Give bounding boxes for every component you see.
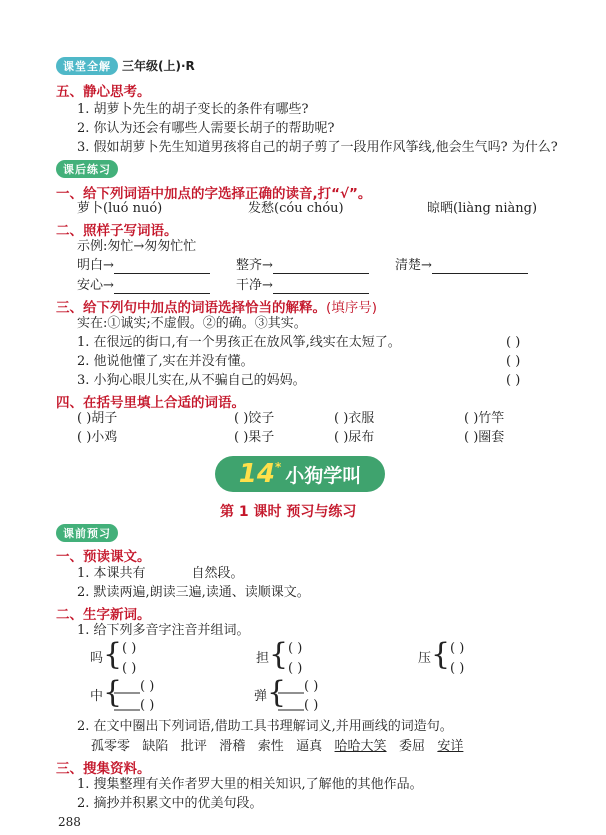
aq2-word: 安心→ [77,278,114,293]
aq1-word [427,200,537,217]
vocab-word: 委屈 [398,739,425,754]
aq3-item: 2. 他说他懂了,实在并没有懂。 [77,354,254,369]
aq2-word: 整齐→ [236,258,273,273]
answer-paren[interactable]: ( ) [122,641,137,656]
lesson-star: * [274,460,282,474]
header-badge: 课堂全解 [56,57,118,75]
aq4-cell [464,410,504,427]
aq3-title: 三、给下列句中加点的词语选择恰当的解释。 [56,300,326,316]
aq2-word: 明白→ [77,258,114,273]
pq1-item1 [77,565,244,582]
answer-paren[interactable]: ( ) [464,411,479,426]
pq2-sub2: 2. 在文中圈出下列词语,借助工具书理解词义,并用画线的词造句。 [77,719,453,734]
vocab-word: 孤零零 [91,739,131,754]
aq4-word: 果子 [248,430,275,445]
aq4-word: 尿布 [348,430,375,445]
page-number: 288 [58,815,81,829]
vocab-word: 滑稽 [219,739,246,754]
answer-paren[interactable]: ( ) [506,373,521,388]
aq1-word-text: 发愁 [248,201,275,216]
aq2-row1 [236,257,369,274]
aq4-word: 竹竿 [478,411,505,426]
lesson-subtitle: 第 1 课时 预习与练习 [220,504,357,520]
poly-char: 担 [256,651,270,666]
vocab-word-underlined: 安详 [437,739,464,754]
answer-paren[interactable]: ( ) [304,698,319,713]
aq3-title-row [56,296,377,316]
aq2-word: 清楚→ [395,258,432,273]
aq4-word: 衣服 [348,411,375,426]
pre-class-badge: 课前预习 [56,524,118,542]
blank-lines[interactable] [278,686,304,712]
aq4-title: 四、在括号里填上合适的词语。 [56,395,245,411]
aq3-note: (填序号) [326,300,378,316]
sec5-title: 五、静心思考。 [56,84,151,100]
pq2-sub1: 1. 给下列多音字注音并组词。 [77,623,250,638]
answer-paren[interactable]: ( ) [304,679,319,694]
pq3-title: 三、搜集资料。 [56,761,151,777]
sec5-item: 3. 假如胡萝卜先生知道男孩将自己的胡子剪了一段用作风筝线,他会生气吗? 为什么? [77,140,558,155]
aq2-title: 二、照样子写词语。 [56,223,178,239]
poly-char: 压 [418,651,432,666]
pq3-item: 2. 摘抄并积累文中的优美句段。 [77,796,263,811]
aq2-row1 [77,257,210,274]
vocab-word-underlined: 哈哈大笑 [334,739,387,754]
answer-paren[interactable]: ( ) [140,679,155,694]
brace-icon: { [267,675,287,710]
answer-blank[interactable] [273,261,369,274]
pq1-title: 一、预读课文。 [56,549,151,565]
aq1-opts[interactable]: (luó nuó) [103,201,163,216]
answer-paren[interactable]: ( ) [288,661,303,676]
answer-paren[interactable]: ( ) [77,430,92,445]
brace-icon: { [103,637,123,672]
vocab-word: 逼真 [296,739,323,754]
pq1-item2: 2. 默读两遍,朗读三遍,读通、读顺课文。 [77,585,310,600]
answer-paren[interactable]: ( ) [334,430,349,445]
aq3-item: 1. 在很远的街口,有一个男孩正在放风筝,线实在太短了。 [77,335,401,350]
answer-paren[interactable]: ( ) [506,354,521,369]
answer-paren[interactable]: ( ) [334,411,349,426]
aq1-word [77,200,162,217]
poly-char: 中 [90,689,104,704]
aq4-cell [234,410,274,427]
aq1-opts[interactable]: (liàng niàng) [453,201,538,216]
aq1-title: 一、给下列词语中加点的字选择正确的读音,打“√”。 [56,186,372,202]
answer-blank[interactable] [432,261,528,274]
pq2-title: 二、生字新词。 [56,607,151,623]
pq3-item: 1. 搜集整理有关作者罗大里的相关知识,了解他的其他作品。 [77,777,423,792]
brace-icon: { [431,637,451,672]
answer-blank[interactable] [273,281,369,294]
aq2-row1 [395,257,528,274]
sec5-item: 1. 胡萝卜先生的胡子变长的条件有哪些? [77,102,309,117]
pq1-item1-b: 自然段。 [191,566,244,581]
aq2-example: 示例:匆忙→匆匆忙忙 [77,239,197,254]
aq2-word: 干净→ [236,278,273,293]
aq4-cell [334,410,374,427]
vocab-word: 索性 [257,739,284,754]
lesson-number: 14 [238,459,275,489]
brace-icon: { [269,637,289,672]
poly-char: 弹 [254,689,268,704]
sec5-item: 2. 你认为还会有哪些人需要长胡子的帮助呢? [77,121,335,136]
answer-blank[interactable] [114,281,210,294]
poly-char: 吗 [90,651,104,666]
brace-icon: { [103,675,123,710]
aq2-row2 [77,277,210,294]
aq1-opts[interactable]: (cóu chóu) [274,201,344,216]
answer-paren[interactable]: ( ) [288,641,303,656]
vocab-word: 缺陷 [142,739,169,754]
answer-paren[interactable]: ( ) [464,430,479,445]
aq2-row2 [236,277,369,294]
pq2-words [91,738,463,755]
aq4-word: 胡子 [91,411,118,426]
lesson-banner [215,456,385,492]
after-class-badge: 课后练习 [56,160,118,178]
answer-paren[interactable]: ( ) [234,411,249,426]
answer-blank[interactable] [114,261,210,274]
aq4-cell [77,410,117,427]
aq4-word: 圈套 [478,430,505,445]
blank-lines[interactable] [114,686,140,712]
answer-paren[interactable]: ( ) [234,430,249,445]
aq4-cell [77,429,117,446]
pq1-item1-a: 1. 本课共有 [77,566,146,581]
aq4-word: 小鸡 [91,430,118,445]
answer-paren[interactable]: ( ) [122,661,137,676]
aq3-item: 3. 小狗心眼儿实在,从不骗自己的妈妈。 [77,373,306,388]
aq4-cell [234,429,274,446]
aq1-word-text: 萝卜 [77,201,104,216]
aq4-cell [464,429,504,446]
answer-blank[interactable] [146,570,192,582]
answer-paren[interactable]: ( ) [77,411,92,426]
header-grade: 三年级(上)·R [122,59,195,73]
aq3-def: 实在:①诚实;不虚假。②的确。③其实。 [77,316,307,331]
aq1-word-text: 晾晒 [427,201,454,216]
answer-paren[interactable]: ( ) [450,641,465,656]
aq4-word: 饺子 [248,411,275,426]
aq4-cell [334,429,374,446]
answer-paren[interactable]: ( ) [140,698,155,713]
vocab-word: 批评 [180,739,207,754]
answer-paren[interactable]: ( ) [450,661,465,676]
answer-paren[interactable]: ( ) [506,335,521,350]
lesson-title: 小狗学叫 [285,464,362,487]
aq1-word [248,200,344,217]
